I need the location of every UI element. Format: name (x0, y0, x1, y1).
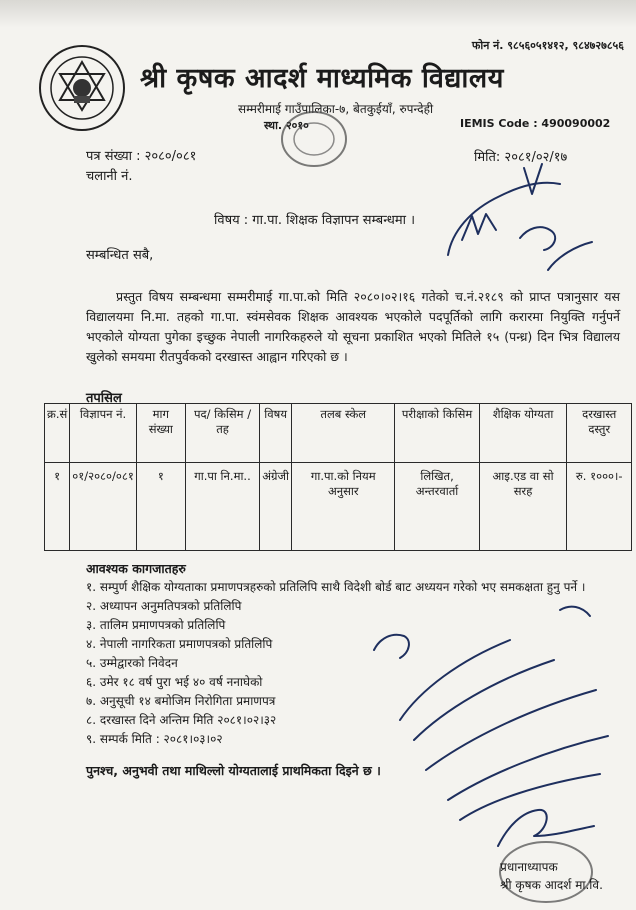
cell-ad-number: ०१/२०८०/०८१ (70, 463, 137, 551)
signature-stroke (498, 810, 594, 846)
list-item: ५. उम्मेद्वारको निवेदन (86, 656, 178, 670)
col-demand-count: माग संख्या (136, 404, 185, 463)
details-title: तपसिल (86, 391, 122, 406)
scan-edge-shadow (0, 0, 636, 28)
cell-salary-scale: गा.पा.को नियम अनुसार (292, 463, 395, 551)
principal-school: श्री कृषक आदर्श मा.वि. (500, 878, 603, 892)
handwriting-stroke (524, 164, 542, 194)
table-header-row (45, 404, 632, 463)
documents-list (86, 578, 586, 749)
vacancy-table (44, 403, 632, 551)
col-application-fee: दरखास्त दस्तुर (567, 404, 632, 463)
col-salary-scale: तलब स्केल (292, 404, 395, 463)
letter-body: प्रस्तुत विषय सम्बन्धमा सम्मरीमाई गा.पा.को मिति २०८०।०२।१६ गतेको च.नं.२१८९ को प्राप्त पत्रानुसार यस विद्यालयमा नि.मा. तहको गा.पा. स्वंमसेवक शिक्षक आवश्यक भएकोले पदपूर्तिको लागि करारमा नियुक्ति गर्नुपर्ने भएकोले योग्यता पुगेका इच्छुक नेपाली नागरिकहरुले यो सूचना प्रकाशित भएको मितिले १५ (पन्ध्र) दिन भित्र विद्यालय खुलेको समयमा रीतपुर्वकको दरखास्त आह्वान गरिएको छ । (86, 289, 620, 364)
principal-signature-block (500, 858, 603, 894)
cell-application-fee: रु. १०००।- (567, 463, 632, 551)
documents-title: आवश्यक कागजातहरु (86, 561, 186, 576)
handwriting-stroke (548, 242, 592, 270)
phone-numbers: फोन नं. ९८५६०५१४१२, ९८४७२७८५६ (471, 39, 624, 52)
list-item: २. अध्यापन अनुमतिपत्रको प्रतिलिपि (86, 599, 242, 613)
list-item: ८. दरखास्त दिने अन्तिम मिति २०८१।०२।३२ (86, 713, 277, 727)
cell-post-level: गा.पा नि.मा.. (185, 463, 259, 551)
list-item: ७. अनुसूची १४ बमोजिम निरोगिता प्रमाणपत्र (86, 694, 276, 708)
handwriting-stroke (448, 183, 560, 255)
cell-subject: अंग्रेजी (260, 463, 292, 551)
reference-number: पत्र संख्या : २०८०/०८१ (86, 149, 197, 164)
reference-block (86, 147, 196, 187)
list-item: ६. उमेर १८ वर्ष पुरा भई ४० वर्ष ननाघेको (86, 675, 263, 689)
handwriting-stroke (462, 214, 496, 240)
cell-exam-type: लिखित, अन्तरवार्ता (395, 463, 479, 551)
dispatch-number: चलानी नं. (86, 169, 133, 184)
cell-serial: १ (45, 463, 70, 551)
list-item: ३. तालिम प्रमाणपत्रको प्रतिलिपि (86, 618, 226, 632)
table-row (45, 463, 632, 551)
round-stamp-mark (278, 108, 350, 170)
col-ad-number: विज्ञापन नं. (70, 404, 137, 463)
school-logo-seal (38, 44, 126, 132)
priority-note: पुनश्च, अनुभवी तथा माथिल्लो योग्यतालाई प्राथमिकता दिइने छ । (86, 763, 381, 778)
col-post-level: पद/ किसिम /तह (185, 404, 259, 463)
list-item: ४. नेपाली नागरिकता प्रमाणपत्रको प्रतिलिपि (86, 637, 273, 651)
handwriting-stroke (460, 774, 600, 820)
list-item: ९. सम्पर्क मिति : २०८१।०३।०२ (86, 732, 223, 746)
handwriting-stroke (520, 227, 555, 250)
principal-title: प्रधानाध्यापक (500, 860, 558, 874)
school-name: श्री कृषक आदर्श माध्यमिक विद्यालय (140, 63, 504, 94)
col-exam-type: परीक्षाको किसिम (395, 404, 479, 463)
list-item: १. सम्पुर्ण शैक्षिक योग्यताका प्रमाणपत्रहरुको प्रतिलिपि साथै विदेशी बोर्ड बाट अध्ययन गरेको भए समकक्षता हुनु पर्ने । (86, 580, 586, 594)
col-qualification: शैक्षिक योग्यता (479, 404, 567, 463)
col-serial: क्र.सं (45, 404, 70, 463)
cell-demand-count: १ (136, 463, 185, 551)
letter-subject: विषय : गा.पा. शिक्षक विज्ञापन सम्बन्धमा । (214, 213, 416, 228)
salutation: सम्बन्धित सबै, (86, 248, 154, 263)
school-address: सम्मरीमाई गाउँपालिका-७, बेतकुईयाँ, रुपन्देही (238, 102, 434, 116)
cell-qualification: आइ.एड वा सो सरह (479, 463, 567, 551)
established-year: स्था. २०१० (264, 119, 309, 132)
iemis-code: IEMIS Code : 490090002 (460, 117, 611, 130)
letter-date: मिति: २०८१/०२/१७ (474, 150, 568, 165)
col-subject: विषय (260, 404, 292, 463)
